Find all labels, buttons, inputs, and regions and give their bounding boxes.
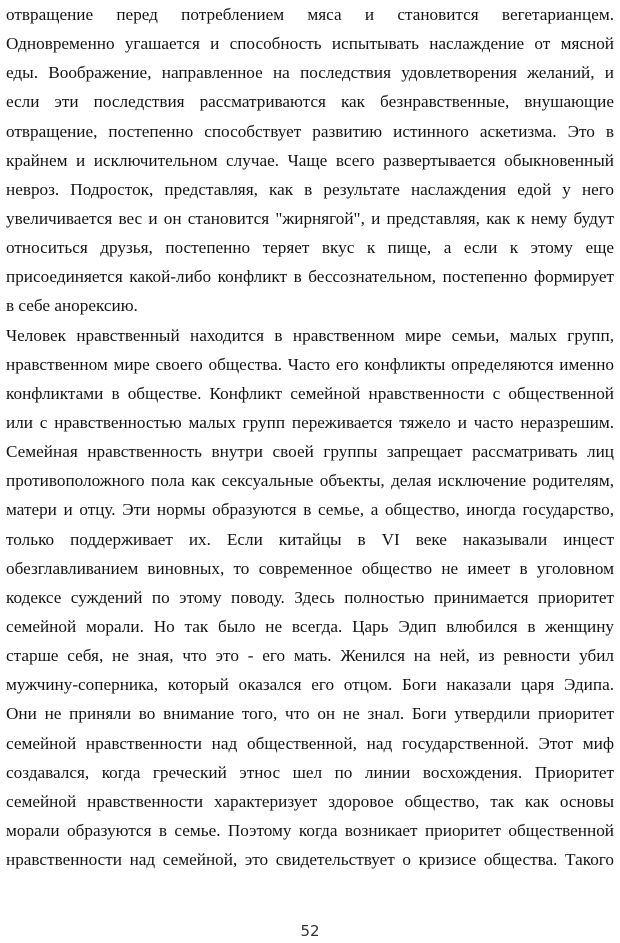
text-line: нравственном мире своего общества. Часто его конфликты определяются именно: [6, 354, 614, 374]
text-line: еды. Воображение, направленное на последствия удовлетворения желаний, и: [6, 63, 614, 83]
text-line: матери и отцу. Эти нормы образуются в семье, а общество, иногда государство,: [6, 500, 614, 520]
text-line: присоединяется какой-либо конфликт в бессознательном, постепенно формирует: [6, 267, 614, 287]
text-line: старше себя, не зная, что это - его мать. Женился на ней, из ревности убил: [6, 646, 614, 666]
paragraph-1: [6, 0, 614, 321]
text-line: если эти последствия рассматриваются как безнравственные, внушающие: [6, 92, 614, 112]
text-line: семейной нравственности характеризует здоровое общество, так как основы: [6, 791, 614, 811]
text-line: крайнем и исключительном случае. Чаще всего развертывается обыкновенный: [6, 150, 614, 170]
text-line: Они не приняли во внимание того, что он не знал. Боги утвердили приоритет: [6, 704, 614, 724]
text-line: противоположного пола как сексуальные объекты, делая исключение родителям,: [6, 471, 614, 491]
paragraph-2: [6, 321, 614, 875]
text-line: Человек нравственный находится в нравственном мире семьи, малых групп,: [6, 325, 614, 345]
text-line: кодексе суждений по этому поводу. Здесь полностью принимается приоритет: [6, 587, 614, 607]
page-number: 52: [300, 922, 320, 940]
text-line: увеличивается вес и он становится "жирнягой", и представляя, как к нему будут: [6, 208, 614, 228]
text-line: только поддерживает их. Если китайцы в VI веке наказывали инцест: [6, 529, 614, 549]
text-line: относиться друзья, постепенно теряет вкус к пище, а если к этому еще: [6, 238, 614, 258]
text-line: обезглавливанием виновных, то современное общество не имеет в уголовном: [6, 558, 614, 578]
text-line: отвращение перед потреблением мяса и становится вегетарианцем.: [6, 5, 614, 24]
text-line: или с нравственностью малых групп переживается тяжело и часто неразрешим.: [6, 412, 614, 432]
text-line: семейной нравственности над общественной, над государственной. Этот миф: [6, 733, 614, 753]
text-line: конфликтами в обществе. Конфликт семейной нравственности с общественной: [6, 383, 614, 403]
text-line: нравственности над семейной, это свидетельствует о кризисе общества. Такого: [6, 850, 614, 870]
text-line: семейной морали. Но так было не всегда. Царь Эдип влюбился в женщину: [6, 616, 614, 636]
text-line: невроз. Подросток, представляя, как в результате наслаждения едой у него: [6, 179, 614, 199]
text-line: морали образуются в семье. Поэтому когда возникает приоритет общественной: [6, 820, 614, 840]
text-line: Семейная нравственность внутри своей группы запрещает рассматривать лиц: [6, 442, 614, 462]
body-text: [6, 0, 614, 874]
text-line: отвращение, постепенно способствует развитию истинного аскетизма. Это в: [6, 121, 614, 141]
text-line: Одновременно угашается и способность испытывать наслаждение от мясной: [6, 34, 614, 54]
text-line: мужчину-соперника, который оказался его отцом. Боги наказали царя Эдипа.: [6, 675, 614, 695]
text-line: в себе анорексию.: [6, 296, 138, 316]
text-line: создавался, когда греческий этнос шел по линии восхождения. Приоритет: [6, 762, 614, 782]
